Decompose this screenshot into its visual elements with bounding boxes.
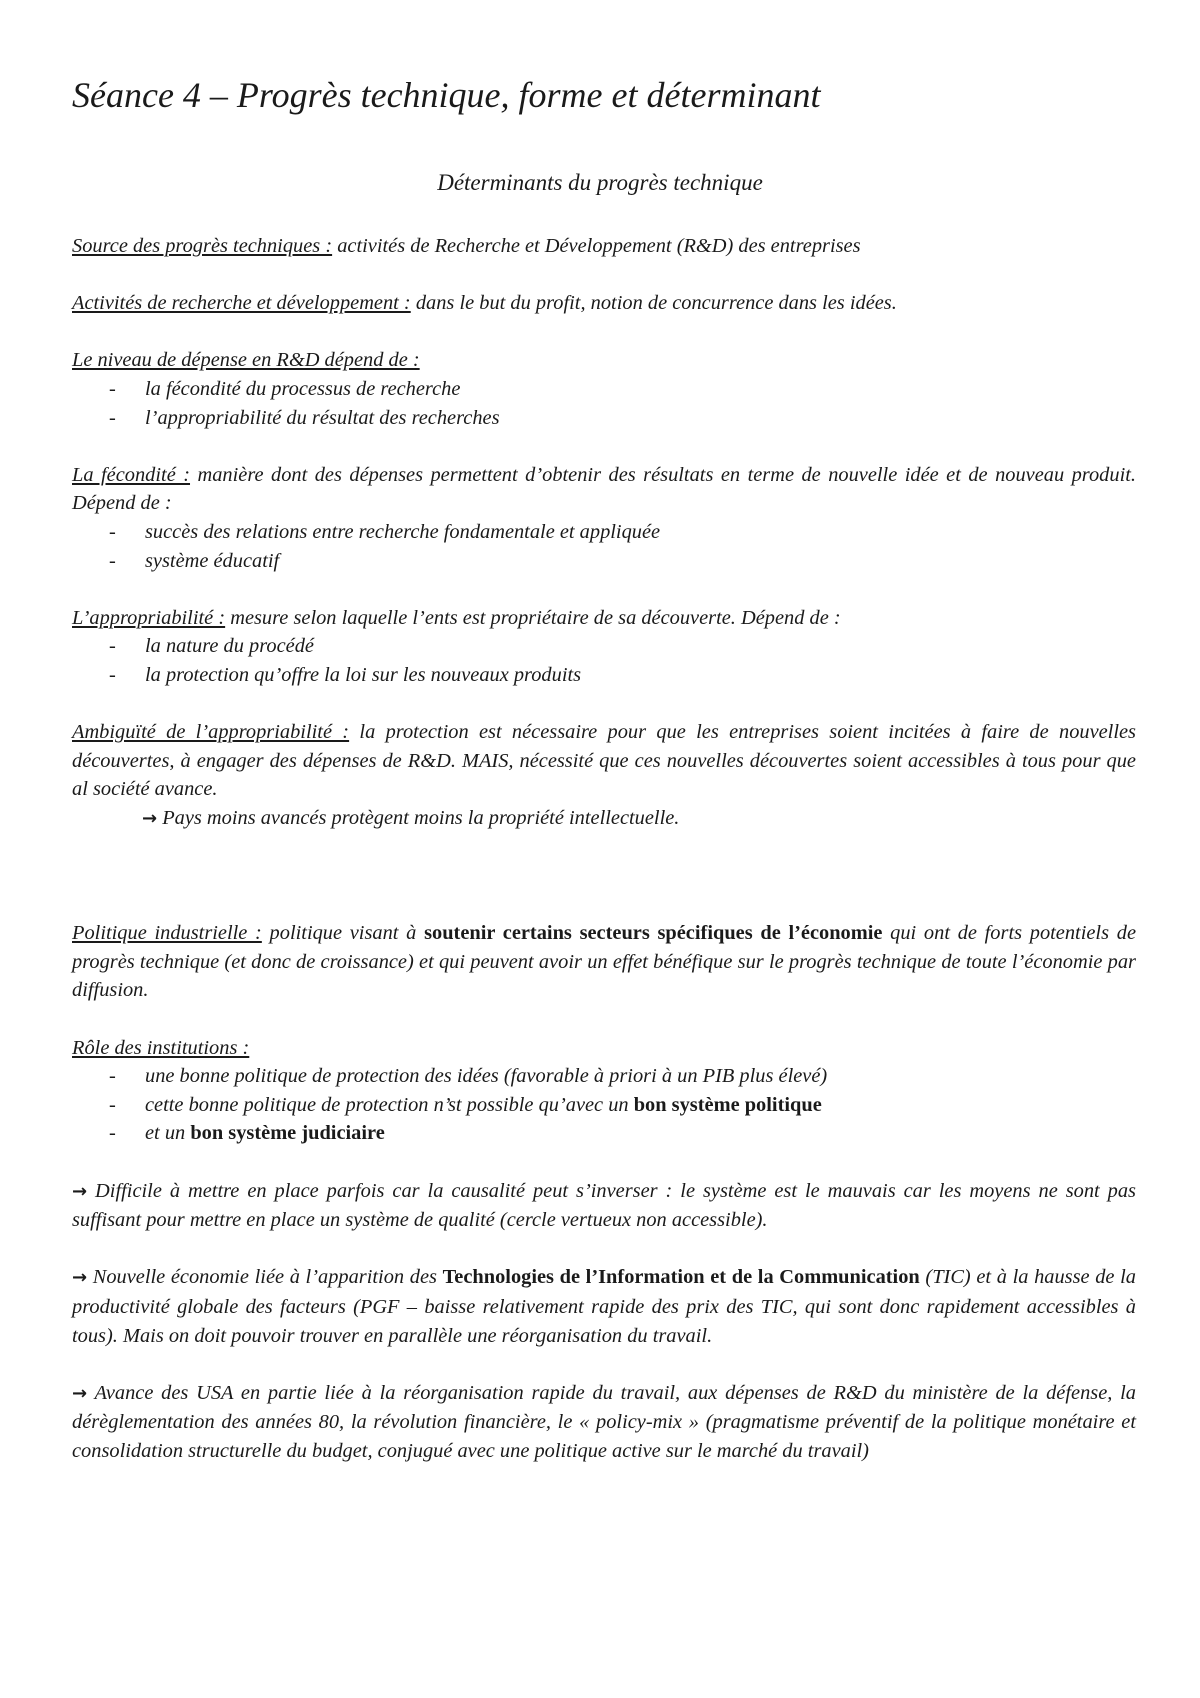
arrow-right-icon: → [72, 1267, 88, 1289]
avance-text: Avance des USA en partie liée à la réorganisation rapide du travail, aux dépenses de R&D du ministère de la défense, la dérèglementation des années 80, la révolution financière, le « policy-mix » (pragmatisme préventif de la politique monétaire et consolidation structurelle du budget, conjugué avec une politique active sur le marché du travail) [72, 1381, 1136, 1462]
document-body [72, 232, 1136, 1466]
politique-bold: soutenir certains secteurs spécifiques de l’économie [424, 922, 883, 945]
politique-text-before: politique visant à [261, 922, 425, 945]
dash-bullet-icon: - [109, 406, 116, 429]
list-item-text: système éducatif [145, 549, 280, 572]
politique-label: Politique industrielle : [72, 922, 262, 945]
ambiguite-conclusion [72, 804, 1136, 834]
list-item [72, 1119, 1136, 1148]
paragraph-spending [72, 346, 1136, 375]
ambiguite-text: la protection est nécessaire pour que les entreprises soient incitées à faire de nouvelles découvertes, à engager des dépenses de R&D. MAIS, nécessité que ces nouvelles découvertes soient accessibles à tous pour que al société avance. [72, 721, 1136, 801]
arrow-right-icon: → [142, 807, 158, 829]
list-item-text: et un [145, 1122, 191, 1145]
list-item [72, 518, 1136, 547]
paragraph-source [72, 232, 1136, 261]
list-item [72, 404, 1136, 433]
nouvelle-text-after: (TIC) et à la hausse de la productivité globale des facteurs (PGF – baisse relativement rapide des prix des TIC, qui sont donc rapidement accessibles à tous). Mais on doit pouvoir trouver en parallèle une réorganisation du travail. [72, 1266, 1136, 1347]
dash-bullet-icon: - [109, 1122, 116, 1145]
politique-text-after: qui ont de forts potentiels de progrès technique (et donc de croissance) et qui peuvent avoir un effet bénéfique sur le progrès technique de toute l’économie par diffusion. [72, 922, 1136, 1002]
source-label: Source des progrès techniques : [72, 235, 333, 257]
nouvelle-bold: Technologies de l’Information et de la Communication [442, 1266, 920, 1289]
list-item-text: une bonne politique de protection des idées (favorable à priori à un PIB plus élevé) [145, 1065, 828, 1088]
paragraph-politique [72, 919, 1136, 1005]
list-item-bold: bon système politique [633, 1093, 822, 1116]
paragraph-ambiguite [72, 718, 1136, 804]
paragraph-appropriabilite [72, 604, 1136, 633]
list-item [72, 1091, 1136, 1120]
dash-bullet-icon: - [109, 635, 116, 658]
dash-bullet-icon: - [109, 1065, 116, 1088]
dash-bullet-icon: - [109, 1093, 116, 1116]
nouvelle-text-before: Nouvelle économie liée à l’apparition des [87, 1266, 443, 1289]
list-item-text: la nature du procédé [145, 635, 314, 658]
paragraph-rd-activities [72, 289, 1136, 318]
rd-activities-label: Activités de recherche et développement : [72, 292, 411, 315]
rd-activities-text: dans le but du profit, notion de concurrence dans les idées. [410, 292, 897, 315]
institutions-label: Rôle des institutions : [72, 1036, 250, 1059]
appropriabilite-text: mesure selon laquelle l’ents est propriétaire de sa découverte. Dépend de : [225, 606, 841, 629]
arrow-right-icon: → [72, 1180, 88, 1202]
list-item-text: succès des relations entre recherche fondamentale et appliquée [145, 520, 661, 543]
list-item-text: la protection qu’offre la loi sur les nouveaux produits [145, 663, 582, 686]
paragraph-institutions [72, 1034, 1136, 1063]
ambiguite-arrow-text: Pays moins avancés protègent moins la propriété intellectuelle. [157, 806, 680, 829]
fecondite-text: manière dont des dépenses permettent d’obtenir des résultats en terme de nouvelle idée et de nouveau produit. Dépend de : [72, 463, 1137, 515]
dash-bullet-icon: - [109, 377, 116, 400]
spending-label: Le niveau de dépense en R&D dépend de : [72, 349, 420, 372]
dash-bullet-icon: - [109, 520, 116, 543]
appropriabilite-list [72, 632, 1136, 689]
fecondite-list [72, 518, 1136, 575]
paragraph-fecondite [72, 461, 1136, 518]
dash-bullet-icon: - [109, 663, 116, 686]
list-item-text: cette bonne politique de protection n’st possible qu’avec un [145, 1093, 634, 1116]
list-item-text: la fécondité du processus de recherche [145, 377, 461, 400]
paragraph-difficile [72, 1177, 1136, 1235]
appropriabilite-label: L’appropriabilité : [72, 606, 226, 629]
ambiguite-label: Ambiguïté de l’appropriabilité : [72, 721, 350, 744]
dash-bullet-icon: - [109, 549, 116, 572]
paragraph-nouvelle-economie [72, 1263, 1136, 1350]
list-item-bold: bon système judiciaire [190, 1122, 385, 1145]
list-item [72, 547, 1136, 576]
spending-list [72, 375, 1136, 432]
fecondite-label: La fécondité : [72, 463, 191, 486]
institutions-list [72, 1062, 1136, 1148]
section-subtitle: Déterminants du progrès technique [437, 170, 763, 195]
list-item [72, 661, 1136, 690]
list-item [72, 1062, 1136, 1091]
paragraph-avance-usa [72, 1379, 1136, 1466]
list-item [72, 375, 1136, 404]
list-item [72, 632, 1136, 661]
source-text: activités de Recherche et Développement (R&D) des entreprises [332, 235, 861, 257]
difficile-text: Difficile à mettre en place parfois car la causalité peut s’inverser : le système est le mauvais car les moyens ne sont pas suffisant pour mettre en place un système de qualité (cercle vertueux non accessible). [72, 1179, 1136, 1232]
list-item-text: l’appropriabilité du résultat des recherches [145, 406, 500, 429]
arrow-right-icon: → [72, 1382, 88, 1404]
page-title: Séance 4 – Progrès technique, forme et déterminant [72, 75, 821, 115]
